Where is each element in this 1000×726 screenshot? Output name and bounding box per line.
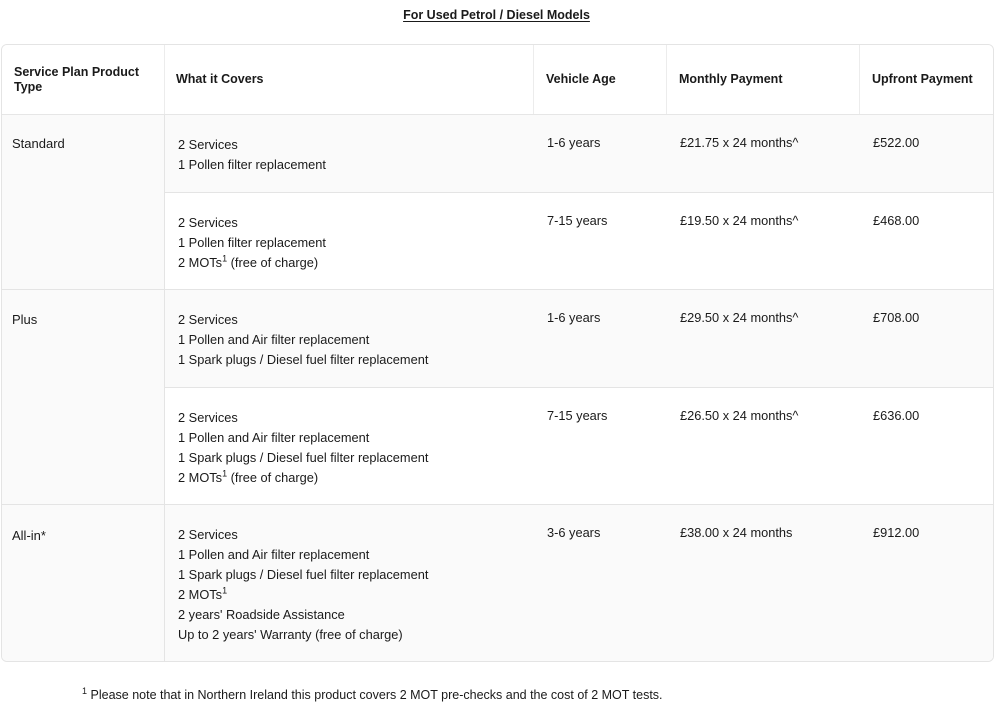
monthly-payment-cell: £29.50 x 24 months^ [680,310,799,325]
vehicle-age-cell: 7-15 years [547,213,608,228]
table-row [164,193,993,289]
covers-line: 2 Services [178,527,238,542]
upfront-payment-cell: £636.00 [873,408,920,423]
table-row [164,290,993,387]
covers-line: 1 Spark plugs / Diesel fuel filter replacement [178,450,429,465]
covers-line: 2 MOTs$^1$ [178,585,228,602]
table-row [164,388,993,504]
covers-line: 2 MOTs$^1$ (free of charge) [178,253,319,270]
covers-line: 1 Spark plugs / Diesel fuel filter replacement [178,352,429,367]
covers-line: 1 Spark plugs / Diesel fuel filter replacement [178,567,429,582]
covers-cell [178,135,326,175]
header-type: Service Plan Product Type [14,64,140,94]
service-plan-table [1,44,994,662]
footnote-mark: 1 [82,685,88,696]
covers-line: Up to 2 years' Warranty (free of charge) [178,627,403,642]
page-title-link[interactable]: For Used Petrol / Diesel Models [403,8,590,22]
covers-line: 2 Services [178,215,238,230]
covers-line: 1 Pollen and Air filter replacement [178,430,370,445]
table-header [2,45,993,114]
covers-cell [178,525,428,645]
table-row [164,505,993,662]
covers-cell [178,213,326,273]
covers-line: 1 Pollen filter replacement [178,157,326,172]
vehicle-age-cell: 1-6 years [547,310,601,325]
header-divider [533,45,534,114]
covers-line: 1 Pollen and Air filter replacement [178,332,370,347]
footnote [82,685,663,702]
vehicle-age-cell: 7-15 years [547,408,608,423]
monthly-payment-cell: £26.50 x 24 months^ [680,408,799,423]
header-upfront: Upfront Payment [872,72,973,86]
vehicle-age-cell: 1-6 years [547,135,601,150]
header-divider [666,45,667,114]
covers-line: 2 years' Roadside Assistance [178,607,345,622]
covers-line: 2 Services [178,312,238,327]
header-divider [859,45,860,114]
header-covers: What it Covers [176,72,264,86]
header-divider [164,45,165,114]
covers-line: 2 Services [178,410,238,425]
upfront-payment-cell: £912.00 [873,525,920,540]
upfront-payment-cell: £468.00 [873,213,920,228]
footnote-ref: 1 [222,253,228,264]
monthly-payment-cell: £19.50 x 24 months^ [680,213,799,228]
footnote-ref: 1 [222,468,228,479]
header-age: Vehicle Age [546,72,616,86]
group-plus: Plus [12,312,38,327]
covers-line: 1 Pollen filter replacement [178,235,326,250]
vehicle-age-cell: 3-6 years [547,525,601,540]
footnote-text: Please note that in Northern Ireland this product covers 2 MOT pre-checks and the cost of 2 MOT tests. [90,688,663,702]
covers-cell [178,408,428,488]
upfront-payment-cell: £708.00 [873,310,920,325]
table-row [164,115,993,192]
group-allin: All-in* [12,528,46,543]
group-standard: Standard [12,136,65,151]
header-monthly: Monthly Payment [679,72,783,86]
covers-cell [178,310,428,370]
monthly-payment-cell: £21.75 x 24 months^ [680,135,799,150]
upfront-payment-cell: £522.00 [873,135,920,150]
covers-line: 2 Services [178,137,238,152]
footnote-ref: 1 [222,585,228,596]
covers-line: 2 MOTs$^1$ (free of charge) [178,468,319,485]
covers-line: 1 Pollen and Air filter replacement [178,547,370,562]
monthly-payment-cell: £38.00 x 24 months [680,525,793,540]
